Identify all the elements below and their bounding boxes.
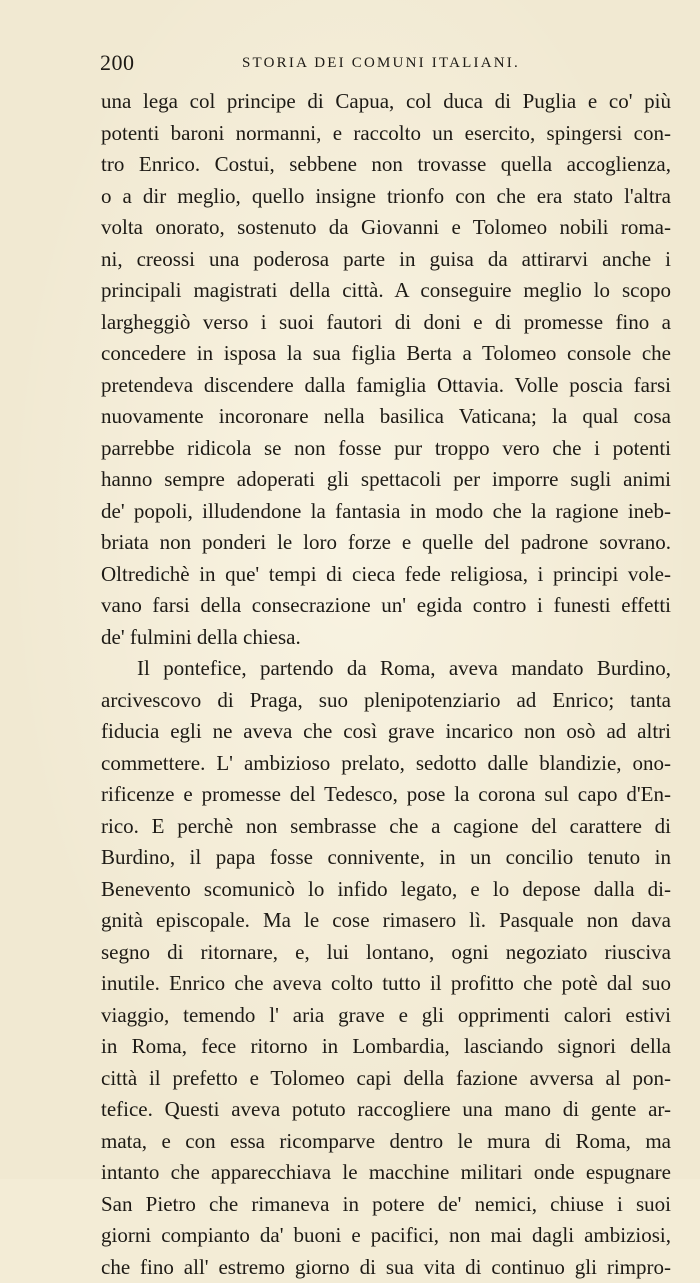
paragraph-end-line: de' fulmini della chiesa. [101, 622, 671, 654]
text-line: giorni compianto da' buoni e pacifici, non mai dagli ambiziosi, [101, 1220, 671, 1252]
text-line: segno di ritornare, e, lui lontano, ogni negoziato riusciva [101, 937, 671, 969]
body-text [101, 86, 671, 1283]
text-line: nuovamente incoronare nella basilica Vaticana; la qual cosa [101, 401, 671, 433]
text-line: volta onorato, sostenuto da Giovanni e Tolomeo nobili roma- [101, 212, 671, 244]
text-line: San Pietro che rimaneva in potere de' nemici, chiuse i suoi [101, 1189, 671, 1221]
text-line: Burdino, il papa fosse connivente, in un concilio tenuto in [101, 842, 671, 874]
page-header [100, 50, 600, 84]
text-line: pretendeva discendere dalla famiglia Ottavia. Volle poscia farsi [101, 370, 671, 402]
text-line: hanno sempre adoperati gli spettacoli per imporre sugli animi [101, 464, 671, 496]
text-line: concedere in isposa la sua figlia Berta a Tolomeo console che [101, 338, 671, 370]
text-line: briata non ponderi le loro forze e quelle del padrone sovrano. [101, 527, 671, 559]
text-line: principali magistrati della città. A conseguire meglio lo scopo [101, 275, 671, 307]
text-line: tefice. Questi aveva potuto raccogliere una mano di gente ar- [101, 1094, 671, 1126]
text-line: in Roma, fece ritorno in Lombardia, lasciando signori della [101, 1031, 671, 1063]
running-title: STORIA DEI COMUNI ITALIANI. [242, 55, 520, 72]
text-line: una lega col principe di Capua, col duca di Puglia e co' più [101, 86, 671, 118]
text-line: potenti baroni normanni, e raccolto un esercito, spingersi con- [101, 118, 671, 150]
text-line: ni, creossi una poderosa parte in guisa da attirarvi anche i [101, 244, 671, 276]
text-line: Oltredichè in que' tempi di cieca fede religiosa, i principi vole- [101, 559, 671, 591]
text-line: viaggio, temendo l' aria grave e gli opprimenti calori estivi [101, 1000, 671, 1032]
text-line: gnità episcopale. Ma le cose rimasero lì. Pasquale non dava [101, 905, 671, 937]
text-line: commettere. L' ambizioso prelato, sedotto dalle blandizie, ono- [101, 748, 671, 780]
text-line: rico. E perchè non sembrasse che a cagione del carattere di [101, 811, 671, 843]
text-line: parrebbe ridicola se non fosse pur troppo vero che i potenti [101, 433, 671, 465]
text-line: Benevento scomunicò lo infido legato, e lo depose dalla di- [101, 874, 671, 906]
text-line: vano farsi della consecrazione un' egida contro i funesti effetti [101, 590, 671, 622]
text-line: o a dir meglio, quello insigne trionfo con che era stato l'altra [101, 181, 671, 213]
text-line: intanto che apparecchiava le macchine militari onde espugnare [101, 1157, 671, 1189]
text-line: rificenze e promesse del Tedesco, pose la corona sul capo d'En- [101, 779, 671, 811]
text-line: arcivescovo di Praga, suo plenipotenziario ad Enrico; tanta [101, 685, 671, 717]
text-line: de' popoli, illudendone la fantasia in modo che la ragione ineb- [101, 496, 671, 528]
paragraph-first-line: Il pontefice, partendo da Roma, aveva mandato Burdino, [101, 653, 671, 685]
page-number: 200 [100, 50, 135, 76]
text-line: fiducia egli ne aveva che così grave incarico non osò ad altri [101, 716, 671, 748]
text-line: città il prefetto e Tolomeo capi della fazione avversa al pon- [101, 1063, 671, 1095]
text-line: tro Enrico. Costui, sebbene non trovasse quella accoglienza, [101, 149, 671, 181]
text-line: inutile. Enrico che aveva colto tutto il profitto che potè dal suo [101, 968, 671, 1000]
text-line: che fino all' estremo giorno di sua vita di continuo gli rimpro- [101, 1252, 671, 1283]
text-line: mata, e con essa ricomparve dentro le mura di Roma, ma [101, 1126, 671, 1158]
text-line: largheggiò verso i suoi fautori di doni e di promesse fino a [101, 307, 671, 339]
